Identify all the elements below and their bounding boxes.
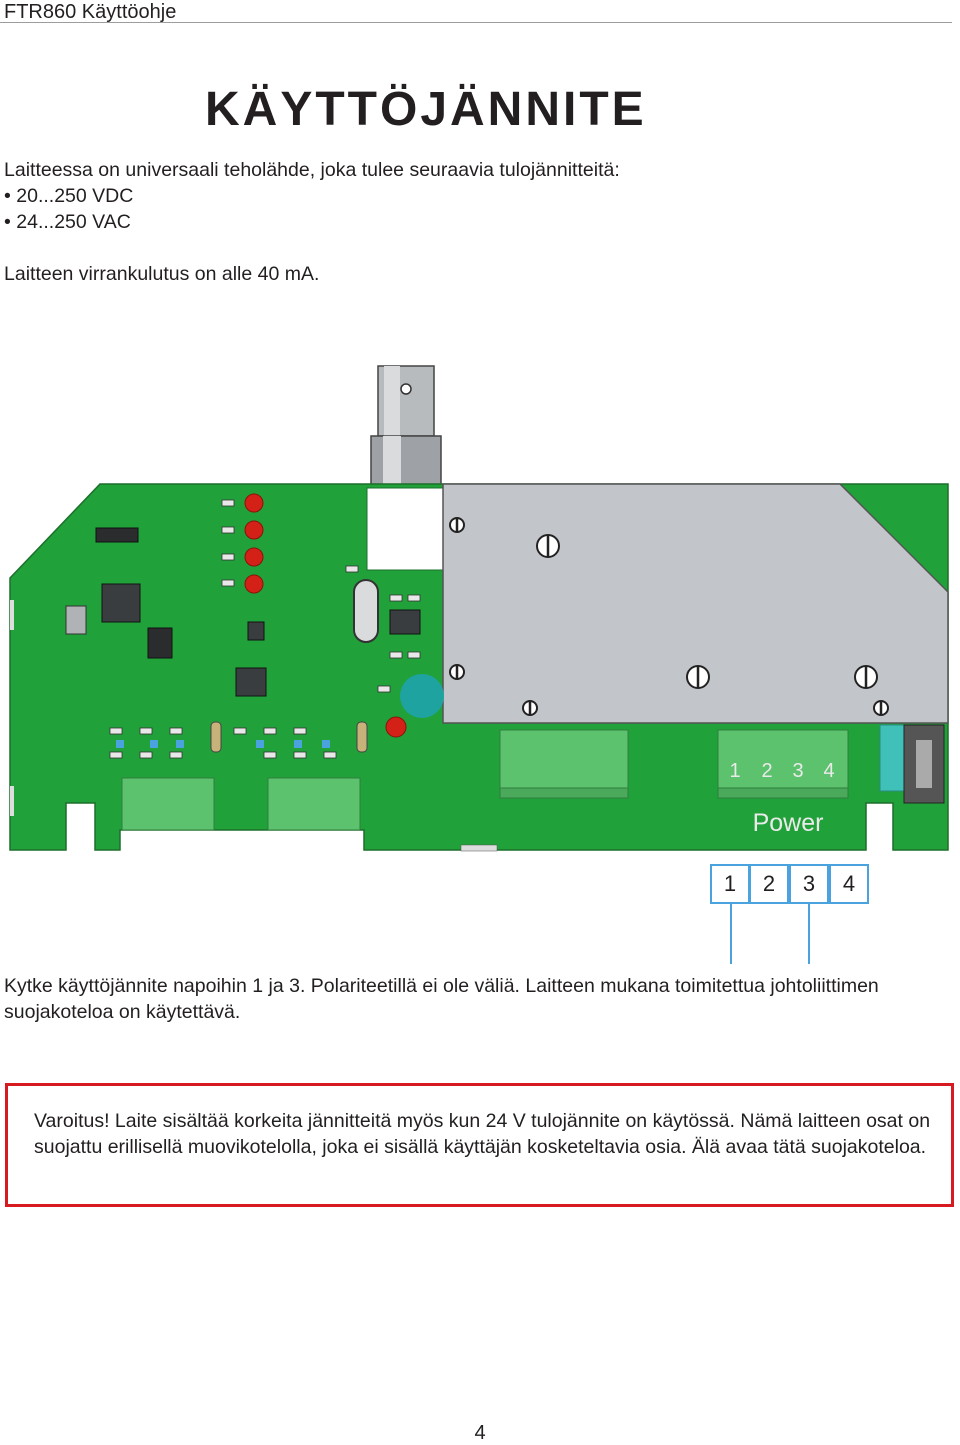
page-title: KÄYTTÖJÄNNITE	[205, 83, 647, 136]
intro-text: Laitteessa on universaali teholähde, joka tulee seuraavia tulojännitteitä:	[4, 159, 620, 181]
wire-terminal-3	[808, 904, 810, 964]
board-pin-1: 1	[729, 760, 741, 782]
instructions-text: Kytke käyttöjännite napoihin 1 ja 3. Polariteetillä ei ole väliä. Laitteen mukana toimitettua johtoliittimen suojakoteloa on käytettävä.	[4, 975, 879, 1023]
bnc-connector	[371, 366, 441, 488]
terminal-1: 1	[710, 864, 750, 904]
voltage-item-dc: • 20...250 VDC	[4, 183, 133, 209]
voltage-item-ac: • 24...250 VAC	[4, 209, 133, 235]
terminal-2: 2	[749, 864, 789, 904]
header-divider	[0, 22, 952, 23]
wire-terminal-1	[730, 904, 732, 964]
page-number: 4	[474, 1422, 486, 1444]
document-header: FTR860 Käyttöohje	[4, 1, 177, 23]
warning-box	[5, 1083, 954, 1207]
voltage-list	[4, 183, 133, 235]
terminal-4: 4	[829, 864, 869, 904]
consumption-text: Laitteen virrankulutus on alle 40 mA.	[4, 263, 320, 285]
terminal-3: 3	[789, 864, 829, 904]
board-pin-2: 2	[761, 760, 773, 782]
board-pin-3: 3	[792, 760, 804, 782]
board-pin-4: 4	[823, 760, 835, 782]
warning-text: Varoitus! Laite sisältää korkeita jännitteitä myös kun 24 V tulojännite on käytössä. Nämä laitteen osat on suojattu erillisellä muovikotelolla, joka ei sisällä käyttäjän kosketeltavia osia. Älä avaa tätä suojakoteloa.	[34, 1110, 931, 1158]
pcb-illustration	[0, 360, 960, 880]
connector-label: Power	[752, 809, 824, 837]
